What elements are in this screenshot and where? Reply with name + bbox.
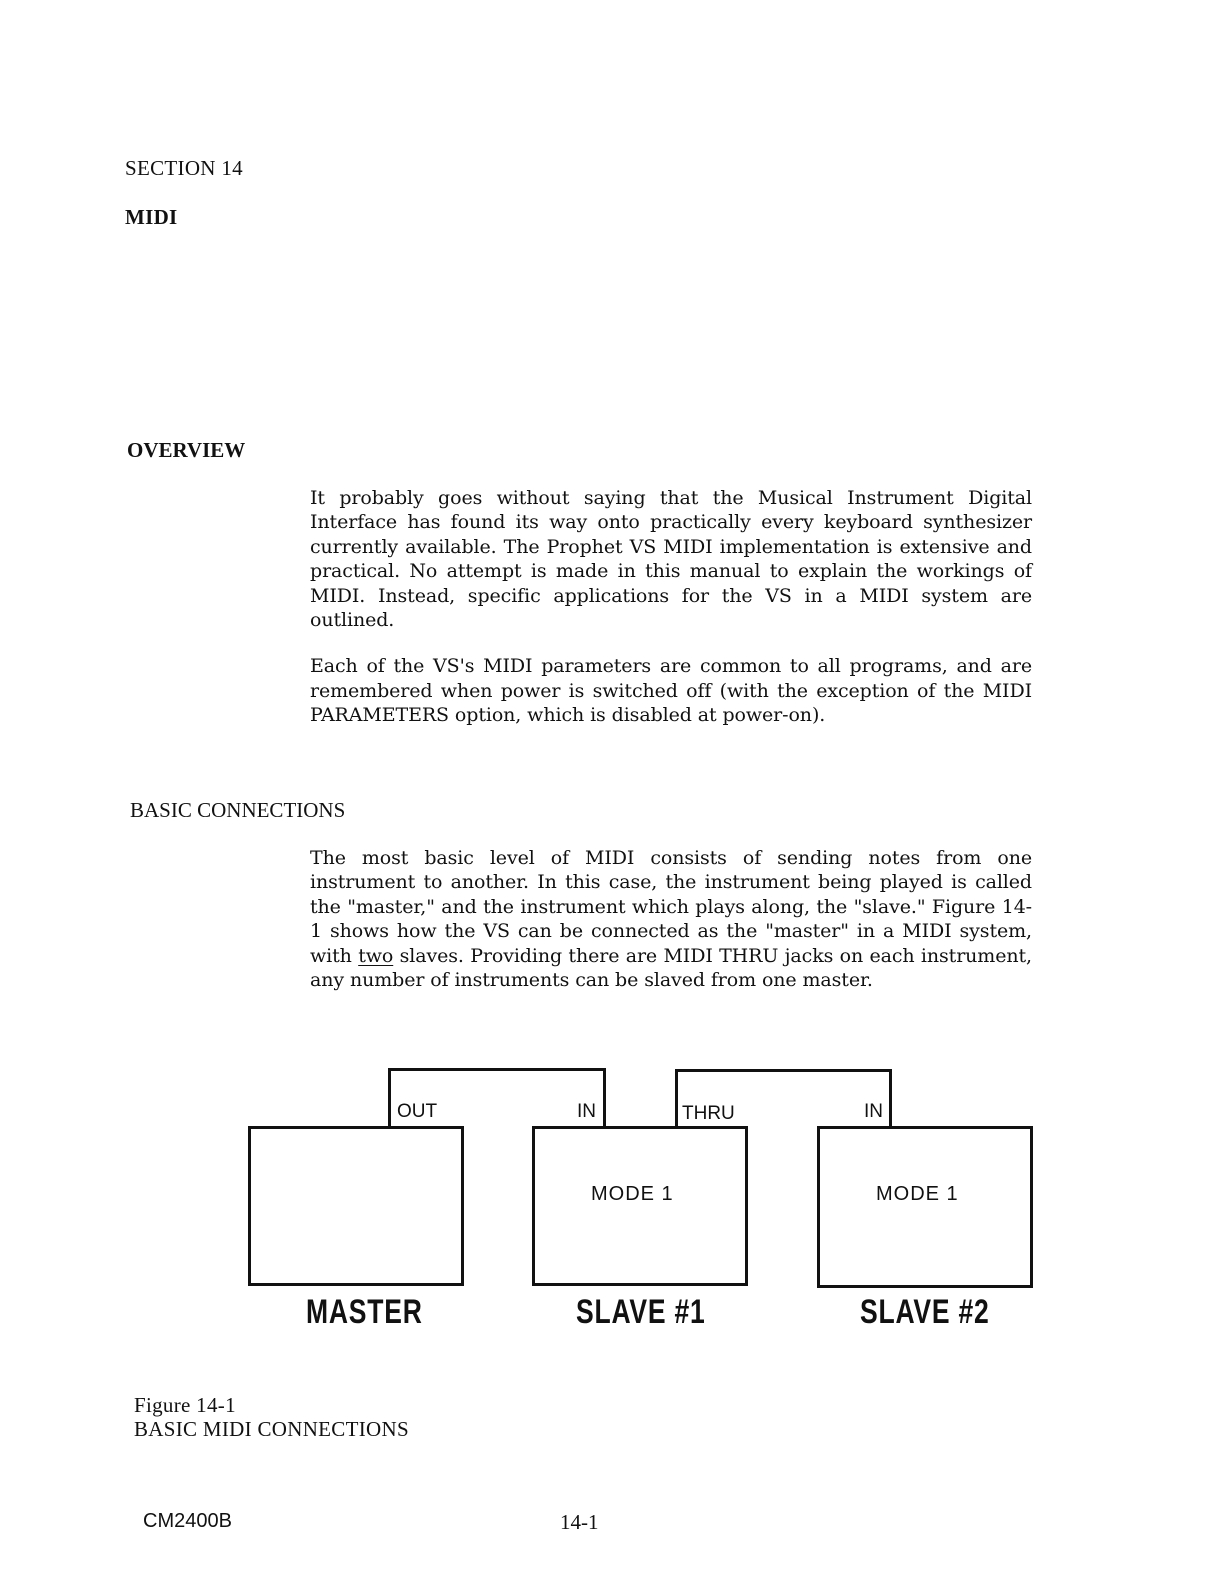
jack-label-slave1-in: IN [577,1101,596,1122]
overview-heading: OVERVIEW [127,438,246,462]
emphasis-two: two [358,944,394,967]
slave1-mode-label: MODE 1 [591,1183,674,1205]
cable-slave2-in-post [889,1069,892,1129]
master-unit-box [248,1126,464,1286]
figure-number: Figure 14-1 [134,1393,236,1417]
basic-connections-paragraph: The most basic level of MIDI consists of sending notes from one instrument to another. In this case, the instrument being played is called the "master," and the instrument which plays along, the "slave." Figure 14-1 shows how the VS can be connected as the "master" in a MIDI system, with two slaves. Providing there are MIDI THRU jacks on each instrument, any number of instruments can be slaved from one master. [310,847,1032,992]
slave2-unit-label: SLAVE #2 [860,1293,990,1331]
doc-code: CM2400B [143,1510,232,1532]
cable-master-out-post [388,1068,391,1128]
slave1-unit-label: SLAVE #1 [576,1293,706,1331]
cable-slave1-thru-post [675,1069,678,1129]
jack-label-slave1-thru: THRU [682,1103,735,1124]
figure-title: BASIC MIDI CONNECTIONS [134,1417,409,1441]
slave2-mode-label: MODE 1 [876,1183,959,1205]
overview-paragraph-1: It probably goes without saying that the Musical Instrument Digital Interface has found its way onto practically every keyboard synthesizer currently available. The Prophet VS MIDI implementation is extensive and practical. No attempt is made in this manual to explain the workings of MIDI. Instead, specific applications for the VS in a MIDI system are outlined. [310,487,1032,632]
page-number: 14-1 [560,1510,599,1534]
slave1-unit-box [532,1126,748,1286]
slave2-unit-box [817,1126,1033,1288]
basic-connections-heading: BASIC CONNECTIONS [130,798,346,822]
jack-label-master-out: OUT [397,1101,438,1122]
overview-paragraph-2: Each of the VS's MIDI parameters are common to all programs, and are remembered when power is switched off (with the exception of the MIDI PARAMETERS option, which is disabled at power-on). [310,655,1032,727]
cable-slave1-to-slave2 [675,1069,892,1072]
section-number: SECTION 14 [125,156,243,180]
cable-slave1-in-post [603,1068,606,1128]
jack-label-slave2-in: IN [864,1101,883,1122]
master-unit-label: MASTER [306,1293,423,1331]
section-title: MIDI [125,205,178,229]
cable-master-to-slave1 [388,1068,606,1071]
